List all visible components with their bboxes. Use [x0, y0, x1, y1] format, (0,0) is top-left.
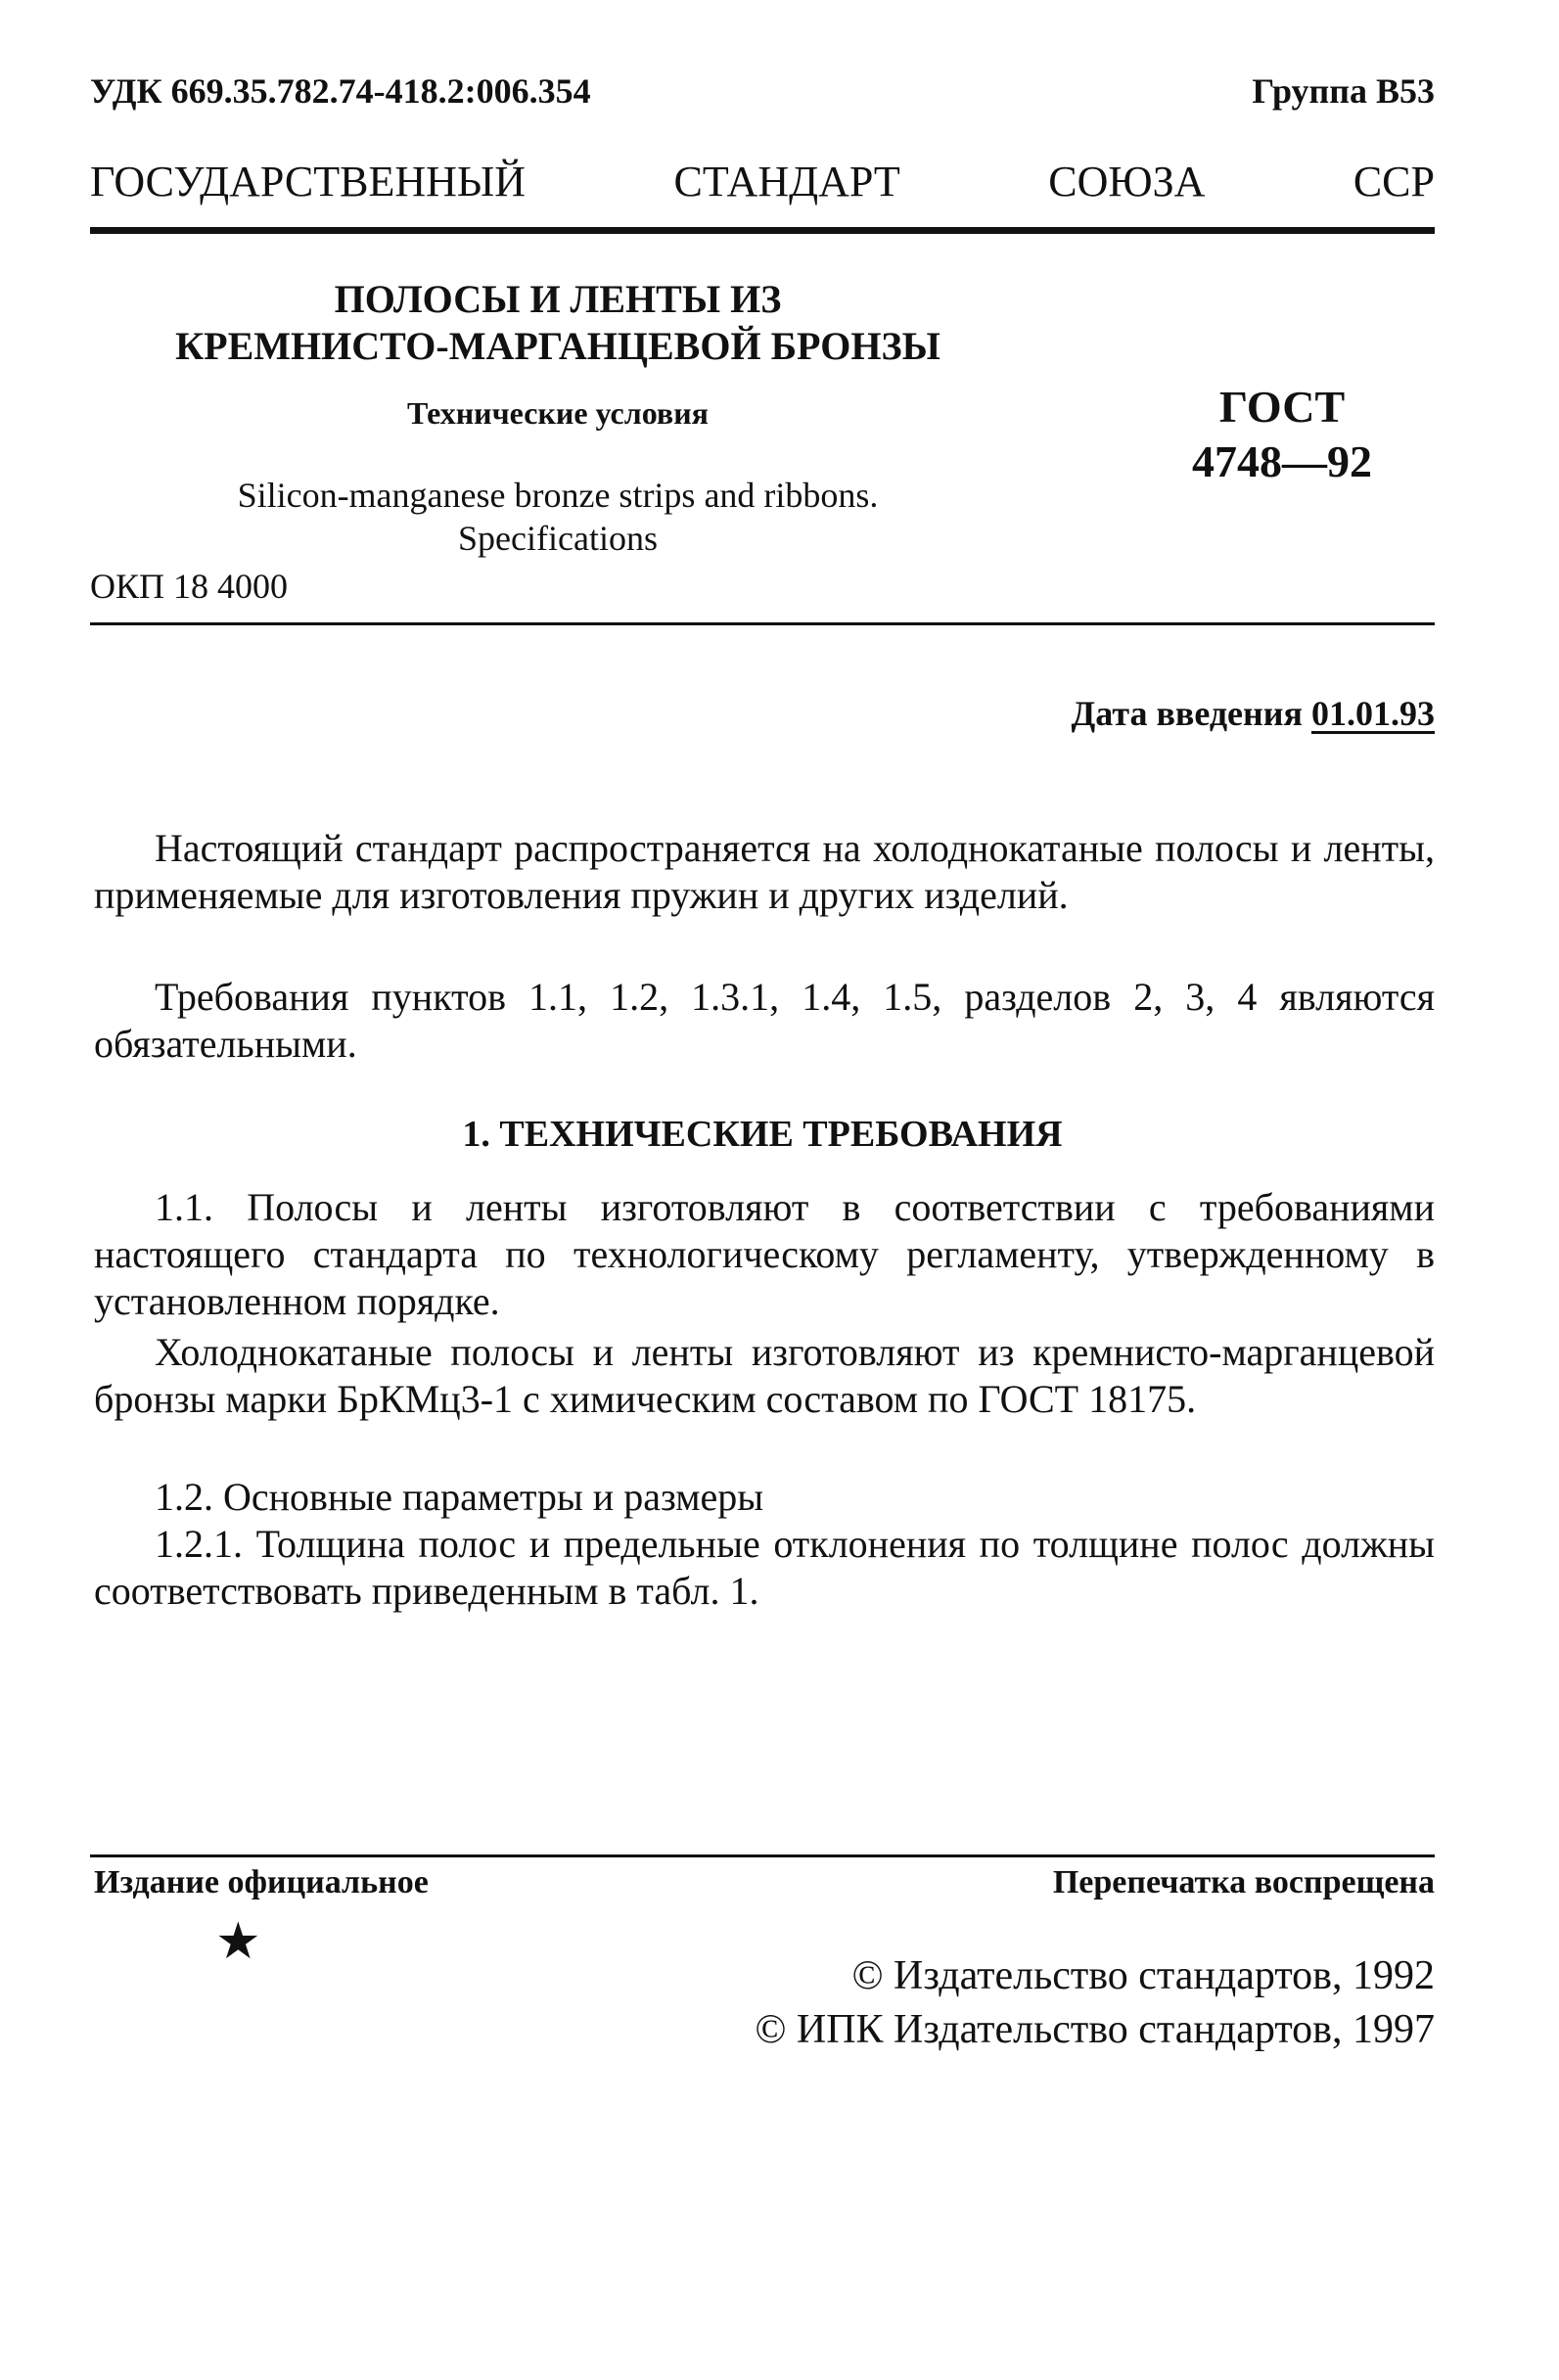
paragraph-mandatory: Требования пунктов 1.1, 1.2, 1.3.1, 1.4, 1.5, разделов 2, 3, 4 являются обязательными. [94, 975, 1435, 1066]
official-edition-label: Издание официальное [94, 1864, 429, 1900]
paragraph-1-1: 1.1. Полосы и ленты изготовляют в соответствии с требованиями настоящего стандарта по технологическому регламенту, утвержденному в установленном порядке. [94, 1185, 1435, 1323]
banner-word: ГОСУДАРСТВЕННЫЙ [90, 158, 527, 206]
banner-word: СОЮЗА [1048, 158, 1206, 206]
introduction-date-label: Дата введения [1071, 694, 1303, 733]
document-title [137, 276, 979, 370]
banner-word: ССР [1353, 158, 1435, 206]
english-title [137, 474, 979, 560]
gost-number: 4748—92 [1192, 436, 1372, 486]
document-title-line: ПОЛОСЫ И ЛЕНТЫ ИЗ [334, 277, 782, 321]
copyright-line: © ИПК Издательство стандартов, 1997 [755, 2007, 1435, 2052]
english-title-line: Specifications [458, 519, 658, 558]
document-subtitle: Технические условия [407, 395, 709, 431]
header-divider [90, 227, 1435, 234]
paragraph-1-2: 1.2. Основные параметры и размеры [155, 1475, 764, 1519]
udk-code: УДК 669.35.782.74-418.2:006.354 [90, 71, 591, 111]
group-code: Группа В53 [1252, 71, 1435, 111]
document-title-line: КРЕМНИСТО-МАРГАНЦЕВОЙ БРОНЗЫ [175, 324, 940, 368]
banner-word: СТАНДАРТ [673, 158, 900, 206]
section-heading: 1. ТЕХНИЧЕСКИЕ ТРЕБОВАНИЯ [462, 1114, 1063, 1155]
introduction-date [1072, 693, 1436, 734]
introduction-date-value: 01.01.93 [1311, 694, 1435, 733]
title-divider [90, 622, 1435, 625]
gost-label: ГОСТ [1218, 382, 1346, 432]
english-title-line: Silicon-manganese bronze strips and ribbons. [237, 476, 879, 515]
copyright-line: © Издательство стандартов, 1992 [851, 1953, 1435, 1998]
standard-banner [90, 157, 1435, 206]
paragraph-scope: Настоящий стандарт распространяется на холоднокатаные полосы и ленты, применяемые для изготовления пружин и других изделий. [94, 826, 1435, 917]
gost-designation [1155, 380, 1409, 489]
footer-divider [90, 1854, 1435, 1857]
okp-code: ОКП 18 4000 [90, 567, 289, 606]
paragraph-material: Холоднокатаные полосы и ленты изготовляют из кремнисто-марганцевой бронзы марки БрКМц3-1 с химическим составом по ГОСТ 18175. [94, 1330, 1435, 1421]
reprint-prohibited-label: Перепечатка воспрещена [1052, 1864, 1435, 1900]
paragraph-1-2-1: 1.2.1. Толщина полос и предельные отклонения по толщине полос должны соответствовать приведенным в табл. 1. [94, 1522, 1435, 1613]
star-icon: ★ [215, 1914, 261, 1970]
